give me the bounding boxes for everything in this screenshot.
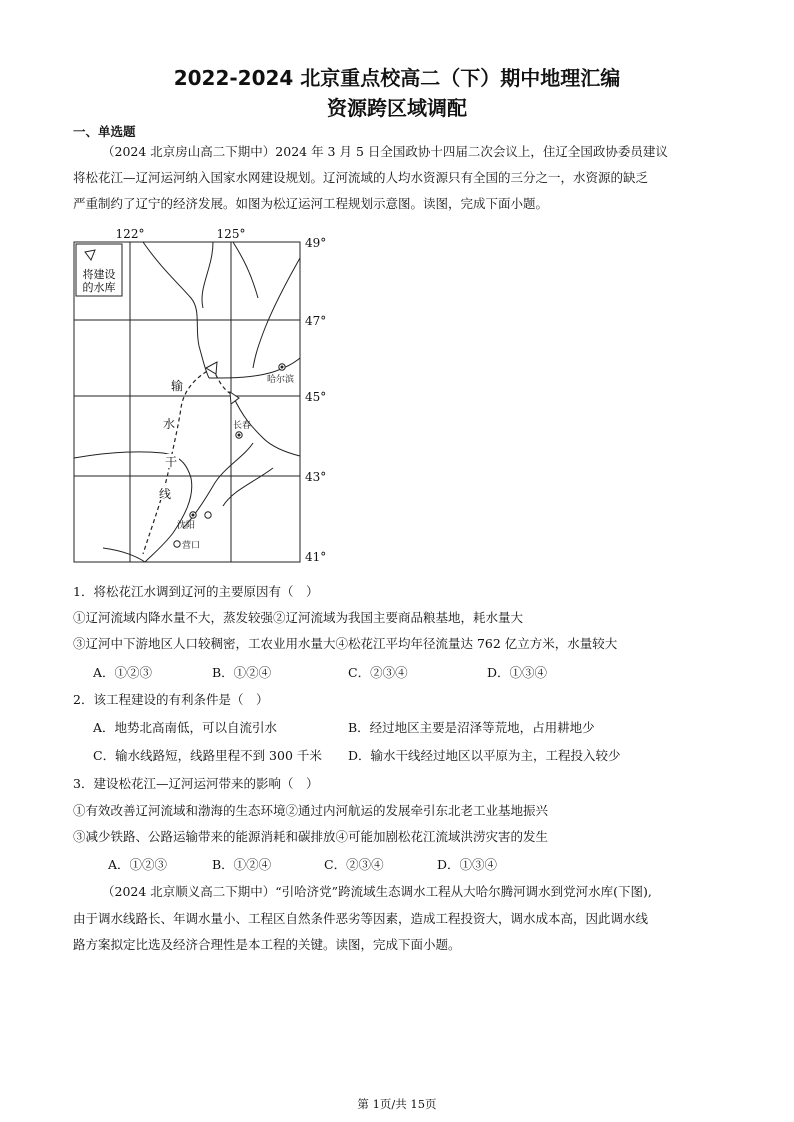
q3-option-c[interactable]: C．②③④ <box>324 857 384 872</box>
canal-char-4: 线 <box>159 487 172 501</box>
lat-43-label: 43° <box>305 470 327 484</box>
river-upper-north <box>233 242 258 298</box>
lat-47-label: 47° <box>305 314 327 328</box>
canal-char-1: 输 <box>171 379 184 393</box>
q2-option-d[interactable]: D．输水干线经过地区以平原为主，工程投入较少 <box>348 748 621 763</box>
passage2-line2: 由于调水线路长、年调水量小、工程区自然条件恶劣等因素，造成工程投资大，调水成本高，因此调水线 <box>73 911 649 926</box>
q3-option-d[interactable]: D．①③④ <box>437 857 498 872</box>
q1-item-2: ③辽河中下游地区人口较稠密，工农业用水量大④松花江平均年径流量达 762 亿立方米，水量较大 <box>73 636 618 651</box>
passage1-line1: （2024 北京房山高二下期中）2024 年 3 月 5 日全国政协十四届二次会议上，住辽全国政协委员建议 <box>102 144 668 159</box>
q3-stem: 3．建设松花江—辽河运河带来的影响（ ） <box>73 776 319 791</box>
q3-item-1: ①有效改善辽河流域和渤海的生态环境②通过内河航运的发展牵引东北老工业基地振兴 <box>73 803 549 818</box>
q1-stem: 1．将松花江水调到辽河的主要原因有（ ） <box>73 584 319 599</box>
passage2-line1: （2024 北京顺义高二下期中）“引哈济党”跨流域生态调水工程从大哈尔腾河调水到党河水库(下图), <box>102 884 652 899</box>
coast-line <box>103 548 145 562</box>
reservoir-marker-2 <box>230 392 239 404</box>
q3-option-a[interactable]: A．①②③ <box>108 857 168 872</box>
city-harbin-label: 哈尔滨 <box>267 375 295 385</box>
river-nen-branch <box>202 242 213 308</box>
q1-option-b[interactable]: B．①②④ <box>212 665 272 680</box>
q2-option-a[interactable]: A．地势北高南低，可以自流引水 <box>93 720 278 735</box>
canal-char-3: 干 <box>165 455 178 469</box>
city-changchun-label: 长春 <box>233 421 252 431</box>
city-shenyang-label: 沈阳 <box>177 521 196 531</box>
q1-item-1: ①辽河流域内降水量不大，蒸发较强②辽河流域为我国主要商品粮基地，耗水量大 <box>73 610 524 625</box>
legend-line2: 的水库 <box>82 281 116 294</box>
lon-122-label: 122° <box>115 228 145 241</box>
lat-49-label: 49° <box>305 236 327 250</box>
q1-option-a[interactable]: A．①②③ <box>93 665 153 680</box>
map-legend <box>76 244 122 296</box>
page-footer: 第 1页/共 15页 <box>357 1097 437 1111</box>
lon-125-label: 125° <box>216 228 246 241</box>
q2-option-b[interactable]: B．经过地区主要是沼泽等荒地，占用耕地少 <box>348 720 595 735</box>
river-nen-upper <box>143 242 209 378</box>
lat-45-label: 45° <box>305 390 327 404</box>
reservoir-marker-1 <box>206 362 217 374</box>
passage1-line2: 将松花江—辽河运河纳入国家水网建设规划。辽河流域的人均水资源只有全国的三分之一，水资源的缺乏 <box>73 170 649 185</box>
section-heading: 一、单选题 <box>73 124 136 139</box>
q2-option-c[interactable]: C．输水线路短，线路里程不到 300 千米 <box>93 748 322 763</box>
doc-title-line1: 2022-2024 北京重点校高二（下）期中地理汇编 <box>173 66 621 90</box>
songliao-canal-map <box>73 228 335 566</box>
city-yingkou-label: 营口 <box>182 541 201 551</box>
q1-option-d[interactable]: D．①③④ <box>487 665 548 680</box>
legend-line1: 将建设 <box>82 268 116 281</box>
doc-title-line2: 资源跨区域调配 <box>327 96 467 120</box>
q2-stem: 2．该工程建设的有利条件是（ ） <box>73 692 269 707</box>
city-yingkou-marker <box>174 541 180 547</box>
q1-option-c[interactable]: C．②③④ <box>348 665 408 680</box>
passage2-line3: 路方案拟定比选及经济合理性是本工程的关键。读图，完成下面小题。 <box>73 937 461 952</box>
lat-41-label: 41° <box>305 550 327 564</box>
q3-item-2: ③减少铁路、公路运输带来的能源消耗和碳排放④可能加剧松花江流域洪涝灾害的发生 <box>73 829 549 844</box>
q3-option-b[interactable]: B．①②④ <box>212 857 272 872</box>
city-fushun-marker <box>205 512 211 518</box>
river-songhua-east <box>253 258 300 368</box>
canal-char-2: 水 <box>163 417 176 431</box>
passage1-line3: 严重制约了辽宁的经济发展。如图为松辽运河工程规划示意图。读图，完成下面小题。 <box>73 196 549 211</box>
